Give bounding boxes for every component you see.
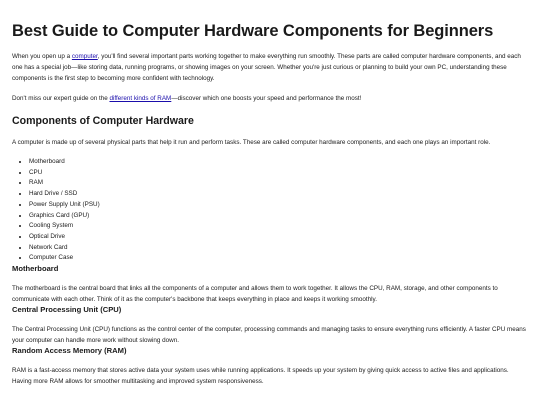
motherboard-paragraph: The motherboard is the central board that links all the components of a computer and allows them to work together. It allows the CPU, RAM, storage, and other components to communicate with each other. Think of it as the computer's backbone that keeps everything in place and keeps it working smoothly. — [12, 285, 498, 304]
ram-paragraph: RAM is a fast-access memory that stores active data your system uses while running applications. It speeds up your system by giving quick access to active files and applications. Having more RAM allows for smoother multitasking and improved system responsiveness. — [12, 367, 509, 386]
list-item: • Optical Drive — [29, 232, 528, 243]
intro-text-end: , you'll find several important parts working together to make everything run smoothly. These parts are called computer hardware components, and each one has a special job—like storing data, running programs, or showing images on your screen. Whether you're just curious or planning to build your own PC, understanding these components is the first step to becoming more confident with technology. — [12, 53, 521, 82]
list-item: • Motherboard — [29, 157, 528, 168]
page-title: Best Guide to Computer Hardware Components for Beginners — [12, 22, 494, 40]
cpu-paragraph: The Central Processing Unit (CPU) functions as the control center of the computer, processing commands and managing tasks to ensure everything runs efficiently. A faster CPU means your computer can handle more work without slowing down. — [12, 326, 526, 345]
intro-paragraph — [12, 51, 528, 84]
section-heading: Components of Computer Hardware — [12, 115, 194, 127]
ram-kinds-link[interactable]: different kinds of RAM — [109, 95, 172, 102]
list-item: • Hard Drive / SSD — [29, 189, 528, 200]
motherboard-heading: Motherboard — [12, 264, 59, 274]
section-intro-paragraph: A computer is made up of several physical parts that help it run and perform tasks. These are called computer hardware components, and each one plays an important role. — [12, 139, 491, 146]
list-item: • CPU — [29, 168, 528, 179]
list-item: • Graphics Card (GPU) — [29, 211, 528, 222]
list-item: • Cooling System — [29, 221, 528, 232]
list-item: • RAM — [29, 178, 528, 189]
list-item: • Power Supply Unit (PSU) — [29, 200, 528, 211]
list-item: • Computer Case — [29, 253, 528, 264]
ram-guide-promo — [12, 93, 528, 104]
computer-link[interactable]: computer — [71, 53, 98, 60]
promo-text-start: Don't miss our expert guide on the — [12, 95, 110, 102]
promo-text-end: —discover which one boosts your speed and performance the most! — [171, 95, 362, 102]
list-item: • Network Card — [29, 243, 528, 254]
components-list — [12, 157, 528, 264]
cpu-heading: Central Processing Unit (CPU) — [12, 305, 122, 315]
intro-text-start: When you open up a — [12, 53, 72, 60]
ram-heading: Random Access Memory (RAM) — [12, 346, 127, 356]
